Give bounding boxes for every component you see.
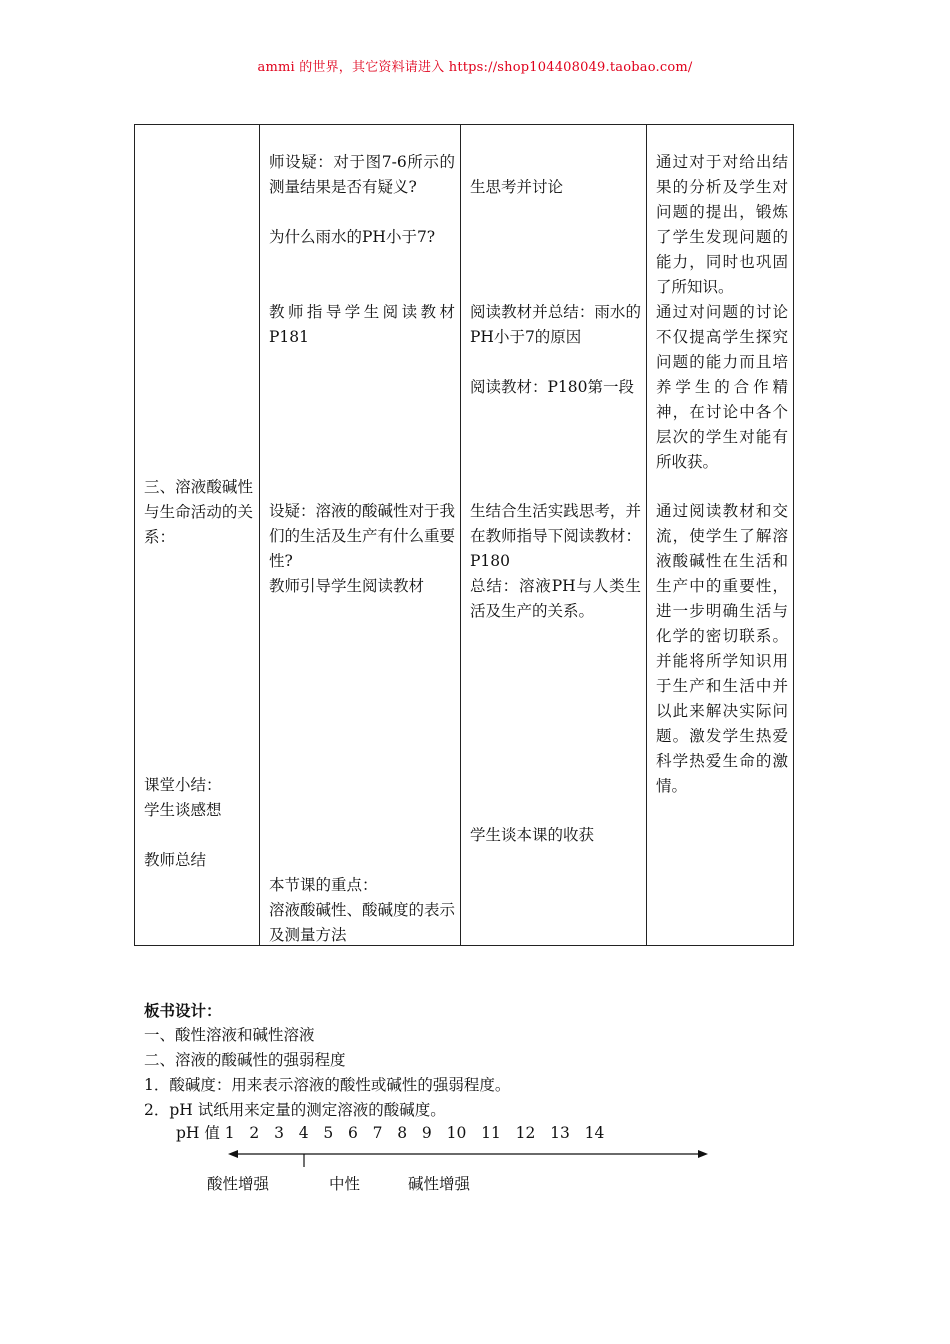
column-intent <box>646 125 794 945</box>
teacher-question-1: 师设疑：对于图7-6所示的测量结果是否有疑义? <box>269 153 455 196</box>
intent-paragraph-1: 通过对于对给出结果的分析及学生对问题的提出，锻炼了学生发现问题的能力，同时也巩固了所知识。 <box>656 153 788 296</box>
board-design-title: 板书设计： <box>144 1001 222 1020</box>
board-line-1: 一、酸性溶液和碱性溶液 <box>144 1026 315 1044</box>
student-activity-2: 阅读教材并总结：雨水的PH小于7的原因 <box>470 303 641 346</box>
intent-paragraph-2: 通过对问题的讨论不仅提高学生探究问题的能力而且培养学生的合作精神，在讨论中各个层次的学生对能有所收获。 <box>656 303 788 471</box>
board-line-4: 2．pH 试纸用来定量的测定溶液的酸碱度。 <box>144 1101 446 1119</box>
arrow-left-head <box>228 1150 238 1158</box>
board-line-3: 1．酸碱度：用来表示溶液的酸性或碱性的强弱程度。 <box>144 1076 511 1094</box>
column-student <box>460 125 647 945</box>
teacher-guide-2: 教师引导学生阅读教材 <box>269 577 425 595</box>
ph-scale-arrow <box>228 1146 708 1168</box>
summary-title: 课堂小结： <box>144 776 222 794</box>
column-stage <box>135 125 259 945</box>
arrow-right-head <box>698 1150 708 1158</box>
section-3-title: 三、溶液酸碱性与生命活动的关系： <box>144 478 253 546</box>
lesson-table <box>134 124 794 946</box>
teacher-guide-1: 教师指导学生阅读教材P181 <box>269 303 455 346</box>
lesson-focus-body: 溶液酸碱性、酸碱度的表示及测量方法 <box>269 901 456 944</box>
board-design <box>144 998 510 1123</box>
page-header: ammi 的世界，其它资料请进入 https://shop104408049.taobao.com/ <box>257 60 693 75</box>
intent-paragraph-3: 通过阅读教材和交流，使学生了解溶液酸碱性在生活和生产中的重要性，进一步明确生活与化学的密切联系。并能将所学知识用于生产和生活中并以此来解决实际问题。激发学生热爱科学热爱生命的激情。 <box>656 502 788 795</box>
student-activity-6: 学生谈本课的收获 <box>470 826 595 844</box>
ph-scale-numbers: pH 值 1 2 3 4 5 6 7 8 9 10 11 12 13 14 <box>176 1124 605 1142</box>
student-activity-5: 总结：溶液PH与人类生活及生产的关系。 <box>470 577 641 620</box>
teacher-question-3: 设疑：溶液的酸碱性对于我们的生活及生产有什么重要性? <box>269 502 456 570</box>
column-teacher <box>259 125 461 945</box>
base-label: 碱性增强 <box>408 1175 471 1193</box>
summary-teacher: 教师总结 <box>144 851 207 869</box>
summary-student: 学生谈感想 <box>144 801 222 819</box>
lesson-focus-title: 本节课的重点： <box>269 876 378 894</box>
neutral-label: 中性 <box>329 1175 361 1193</box>
teacher-question-2: 为什么雨水的PH小于7? <box>269 228 436 246</box>
acid-label: 酸性增强 <box>207 1175 270 1193</box>
student-activity-4: 生结合生活实践思考，并在教师指导下阅读教材：P180 <box>470 502 641 570</box>
board-line-2: 二、溶液的酸碱性的强弱程度 <box>144 1051 346 1069</box>
student-activity-1: 生思考并讨论 <box>470 178 564 196</box>
student-activity-3: 阅读教材：P180第一段 <box>470 378 635 396</box>
